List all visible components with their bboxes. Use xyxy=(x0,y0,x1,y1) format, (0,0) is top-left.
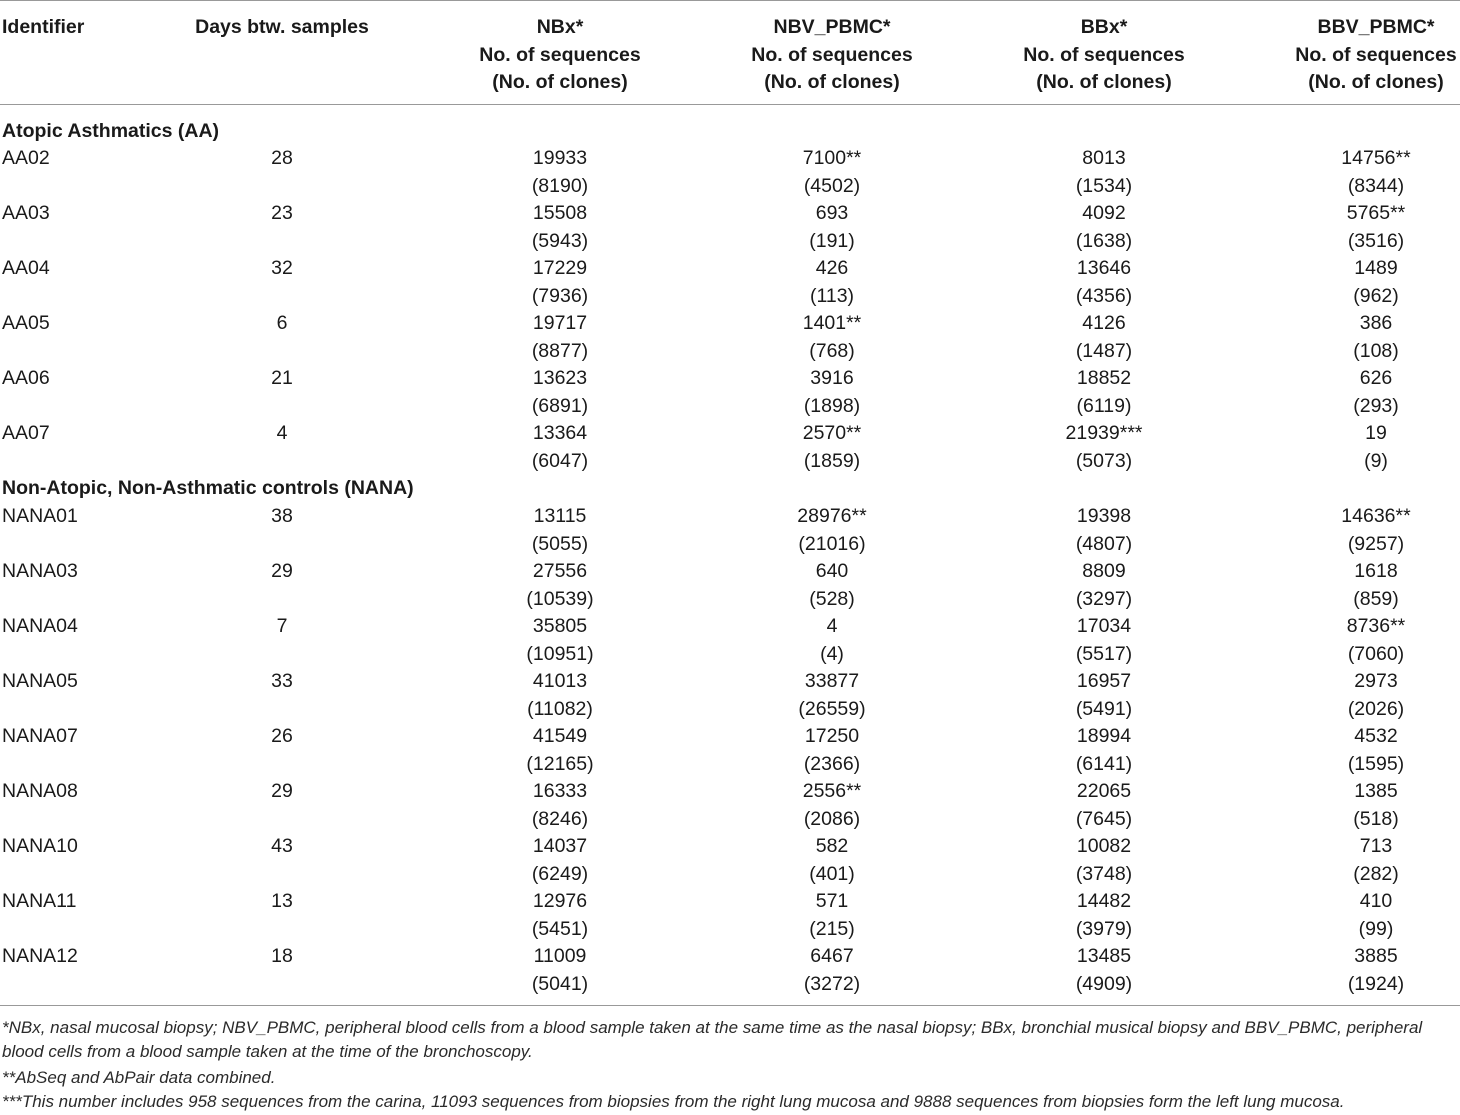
cell-clones: (1487) xyxy=(1075,339,1133,362)
cell-sequences: 1401** xyxy=(802,312,862,334)
cell-clones: (7936) xyxy=(531,284,589,307)
cell-sequences: 8809 xyxy=(1082,560,1126,582)
header-col-name: BBx* xyxy=(1080,16,1128,38)
cell-nbx xyxy=(460,668,660,723)
cell-clones: (7645) xyxy=(1075,807,1133,830)
cell-sequences: 19717 xyxy=(532,312,588,334)
cell-sequences: 19 xyxy=(1365,422,1387,444)
table-row xyxy=(0,558,1460,613)
cell-clones: (21016) xyxy=(798,532,866,555)
cell-clones: (1924) xyxy=(1347,972,1405,995)
cell-sequences: 3916 xyxy=(810,367,854,389)
cell-bbx xyxy=(1004,833,1204,888)
cell-sequences: 14037 xyxy=(532,835,588,857)
table-row xyxy=(0,943,1460,998)
cell-sequences: 1618 xyxy=(1354,560,1398,582)
header-col-sub1: No. of sequences xyxy=(1023,43,1185,66)
cell-clones: (6047) xyxy=(531,449,589,472)
table-row xyxy=(0,888,1460,943)
cell-bbx xyxy=(1004,888,1204,943)
cell-clones: (4) xyxy=(820,642,844,665)
header-col-name: NBx* xyxy=(536,16,584,38)
cell-clones: (1534) xyxy=(1075,174,1133,197)
cell-clones: (2026) xyxy=(1347,697,1405,720)
cell-sequences: 17229 xyxy=(532,257,588,279)
cell-clones: (6141) xyxy=(1075,752,1133,775)
cell-clones: (12165) xyxy=(526,752,594,775)
cell-sequences: 410 xyxy=(1359,890,1393,912)
cell-clones: (108) xyxy=(1353,339,1399,362)
cell-clones: (3979) xyxy=(1075,917,1133,940)
cell-sequences: 582 xyxy=(815,835,849,857)
row-identifier: AA06 xyxy=(2,367,50,389)
cell-bbv-pbmc xyxy=(1276,668,1460,723)
cell-clones: (6891) xyxy=(531,394,589,417)
cell-sequences: 13623 xyxy=(532,367,588,389)
cell-nbx xyxy=(460,888,660,943)
cell-bbx xyxy=(1004,420,1204,475)
cell-clones: (7060) xyxy=(1347,642,1405,665)
cell-nbv-pbmc xyxy=(732,888,932,943)
cell-nbv-pbmc xyxy=(732,943,932,998)
cell-sequences: 4 xyxy=(826,615,838,637)
cell-sequences: 41013 xyxy=(532,670,588,692)
cell-nbv-pbmc xyxy=(732,613,932,668)
cell-nbx xyxy=(460,723,660,778)
header-col-sub1: No. of sequences xyxy=(479,43,641,66)
cell-bbv-pbmc xyxy=(1276,255,1460,310)
cell-clones: (3748) xyxy=(1075,862,1133,885)
cell-clones: (8190) xyxy=(531,174,589,197)
row-identifier: AA05 xyxy=(2,312,50,334)
cell-sequences: 21939*** xyxy=(1065,422,1143,444)
row-identifier: AA03 xyxy=(2,202,50,224)
header-col-sub2: (No. of clones) xyxy=(492,71,628,93)
cell-sequences: 18994 xyxy=(1076,725,1132,747)
cell-nbx xyxy=(460,310,660,365)
header-col-nbv-pbmc xyxy=(732,14,932,97)
cell-clones: (215) xyxy=(809,917,855,940)
cell-clones: (8877) xyxy=(531,339,589,362)
footnote-sequence-origin: ***This number includes 958 sequences from the carina, 11093 sequences from biopsies from the right lung mucosa and 9888 sequences from biopsies form the left lung mucosa. xyxy=(2,1092,1345,1111)
cell-bbx xyxy=(1004,200,1204,255)
cell-sequences: 4092 xyxy=(1082,202,1126,224)
cell-sequences: 571 xyxy=(815,890,849,912)
cell-nbv-pbmc xyxy=(732,200,932,255)
cell-bbx xyxy=(1004,255,1204,310)
header-col-sub2: (No. of clones) xyxy=(1036,71,1172,93)
cell-nbv-pbmc xyxy=(732,723,932,778)
cell-bbv-pbmc xyxy=(1276,888,1460,943)
table-row xyxy=(0,145,1460,200)
row-identifier: NANA05 xyxy=(2,670,78,692)
cell-clones: (1859) xyxy=(803,449,861,472)
cell-nbx xyxy=(460,200,660,255)
row-days: 29 xyxy=(271,560,293,582)
cell-sequences: 2570** xyxy=(802,422,862,444)
cell-sequences: 11009 xyxy=(533,945,587,967)
row-days: 29 xyxy=(271,780,293,802)
cell-sequences: 6467 xyxy=(810,945,854,967)
cell-clones: (2086) xyxy=(803,807,861,830)
cell-nbx xyxy=(460,145,660,200)
row-days: 33 xyxy=(271,670,293,692)
cell-bbx xyxy=(1004,723,1204,778)
row-identifier: NANA03 xyxy=(2,560,78,582)
cell-clones: (282) xyxy=(1353,862,1399,885)
cell-nbv-pbmc xyxy=(732,778,932,833)
cell-nbv-pbmc xyxy=(732,668,932,723)
cell-clones: (5041) xyxy=(531,972,589,995)
footnote-abbreviations: *NBx, nasal mucosal biopsy; NBV_PBMC, peripheral blood cells from a blood sample taken at the same time as the nasal biopsy; BBx, bronchial musical biopsy and BBV_PBMC, peripheral blood cells from a blood sample taken at the time of the bronchoscopy. xyxy=(2,1018,1423,1061)
cell-bbv-pbmc xyxy=(1276,613,1460,668)
cell-bbv-pbmc xyxy=(1276,310,1460,365)
cell-sequences: 18852 xyxy=(1076,367,1132,389)
cell-bbv-pbmc xyxy=(1276,723,1460,778)
cell-clones: (4807) xyxy=(1075,532,1133,555)
header-rule xyxy=(0,104,1460,105)
header-col-sub1: No. of sequences xyxy=(1295,43,1457,66)
cell-clones: (8246) xyxy=(531,807,589,830)
cell-sequences: 12976 xyxy=(532,890,588,912)
cell-sequences: 41549 xyxy=(532,725,588,747)
cell-sequences: 16333 xyxy=(532,780,588,802)
cell-clones: (5943) xyxy=(531,229,589,252)
cell-sequences: 2973 xyxy=(1354,670,1398,692)
cell-sequences: 13646 xyxy=(1076,257,1132,279)
row-days: 7 xyxy=(276,615,288,637)
header-col-sub1: No. of sequences xyxy=(751,43,913,66)
cell-sequences: 10082 xyxy=(1076,835,1132,857)
cell-clones: (9) xyxy=(1364,449,1388,472)
cell-sequences: 386 xyxy=(1359,312,1393,334)
header-col-name: BBV_PBMC* xyxy=(1317,16,1435,38)
cell-sequences: 19933 xyxy=(532,147,588,169)
cell-clones: (859) xyxy=(1353,587,1399,610)
cell-nbx xyxy=(460,255,660,310)
cell-bbv-pbmc xyxy=(1276,558,1460,613)
row-days: 21 xyxy=(271,367,293,389)
cell-clones: (768) xyxy=(809,339,855,362)
row-days: 13 xyxy=(271,890,293,912)
header-days: Days btw. samples xyxy=(195,16,369,38)
cell-sequences: 626 xyxy=(1359,367,1393,389)
cell-clones: (962) xyxy=(1353,284,1399,307)
cell-sequences: 19398 xyxy=(1076,505,1132,527)
cell-sequences: 13115 xyxy=(533,505,587,527)
table-row xyxy=(0,503,1460,558)
cell-clones: (5491) xyxy=(1075,697,1133,720)
cell-clones: (11082) xyxy=(527,697,593,720)
cell-sequences: 1489 xyxy=(1354,257,1398,279)
header-identifier: Identifier xyxy=(2,16,85,38)
cell-nbx xyxy=(460,503,660,558)
cell-clones: (6119) xyxy=(1076,394,1132,417)
cell-clones: (2366) xyxy=(803,752,861,775)
table-row xyxy=(0,613,1460,668)
cell-bbv-pbmc xyxy=(1276,833,1460,888)
cell-bbv-pbmc xyxy=(1276,778,1460,833)
cell-clones: (1638) xyxy=(1075,229,1133,252)
cell-sequences: 33877 xyxy=(804,670,860,692)
table-row xyxy=(0,723,1460,778)
cell-nbx xyxy=(460,365,660,420)
cell-sequences: 4126 xyxy=(1082,312,1126,334)
cell-sequences: 7100** xyxy=(802,147,862,169)
table-row xyxy=(0,833,1460,888)
cell-clones: (518) xyxy=(1353,807,1399,830)
cell-nbv-pbmc xyxy=(732,310,932,365)
cell-sequences: 13364 xyxy=(532,422,588,444)
row-days: 32 xyxy=(271,257,293,279)
cell-sequences: 640 xyxy=(815,560,849,582)
cell-clones: (3516) xyxy=(1347,229,1405,252)
cell-nbv-pbmc xyxy=(732,503,932,558)
cell-sequences: 17250 xyxy=(804,725,860,747)
cell-bbx xyxy=(1004,558,1204,613)
row-identifier: NANA10 xyxy=(2,835,78,857)
row-identifier: NANA08 xyxy=(2,780,78,802)
cell-sequences: 14636** xyxy=(1341,505,1411,527)
cell-bbx xyxy=(1004,943,1204,998)
cell-sequences: 3885 xyxy=(1354,945,1398,967)
row-days: 4 xyxy=(276,422,288,444)
cell-clones: (401) xyxy=(809,862,855,885)
cell-clones: (10539) xyxy=(526,587,594,610)
cell-bbv-pbmc xyxy=(1276,145,1460,200)
cell-nbv-pbmc xyxy=(732,255,932,310)
table-row xyxy=(0,200,1460,255)
cell-bbv-pbmc xyxy=(1276,943,1460,998)
row-days: 18 xyxy=(271,945,293,967)
cell-sequences: 1385 xyxy=(1354,780,1398,802)
cell-bbv-pbmc xyxy=(1276,420,1460,475)
cell-clones: (4909) xyxy=(1075,972,1133,995)
cell-nbx xyxy=(460,613,660,668)
cell-clones: (4502) xyxy=(803,174,861,197)
cell-clones: (9257) xyxy=(1347,532,1405,555)
cell-clones: (6249) xyxy=(531,862,589,885)
cell-sequences: 8013 xyxy=(1082,147,1126,169)
cell-sequences: 14482 xyxy=(1076,890,1132,912)
cell-nbv-pbmc xyxy=(732,833,932,888)
cell-nbv-pbmc xyxy=(732,365,932,420)
cell-sequences: 22065 xyxy=(1076,780,1132,802)
cell-sequences: 14756** xyxy=(1341,147,1411,169)
table-row xyxy=(0,255,1460,310)
cell-bbv-pbmc xyxy=(1276,365,1460,420)
header-col-bbv-pbmc xyxy=(1276,14,1460,97)
row-identifier: AA04 xyxy=(2,257,50,279)
row-days: 23 xyxy=(271,202,293,224)
row-days: 28 xyxy=(271,147,293,169)
cell-clones: (113) xyxy=(809,284,855,307)
cell-clones: (1595) xyxy=(1347,752,1405,775)
table-row xyxy=(0,778,1460,833)
cell-nbv-pbmc xyxy=(732,145,932,200)
cell-sequences: 8736** xyxy=(1346,615,1406,637)
cell-clones: (10951) xyxy=(526,642,594,665)
cell-bbx xyxy=(1004,778,1204,833)
cell-bbx xyxy=(1004,668,1204,723)
bottom-rule xyxy=(0,1005,1460,1006)
row-days: 38 xyxy=(271,505,293,527)
cell-clones: (5055) xyxy=(531,532,589,555)
row-identifier: NANA04 xyxy=(2,615,78,637)
top-rule xyxy=(0,0,1460,1)
cell-nbx xyxy=(460,558,660,613)
cell-nbx xyxy=(460,943,660,998)
cell-sequences: 2556** xyxy=(802,780,862,802)
cell-bbv-pbmc xyxy=(1276,200,1460,255)
cell-nbv-pbmc xyxy=(732,558,932,613)
cell-sequences: 426 xyxy=(815,257,849,279)
table-row xyxy=(0,365,1460,420)
cell-clones: (5073) xyxy=(1075,449,1133,472)
cell-sequences: 15508 xyxy=(532,202,588,224)
cell-clones: (3297) xyxy=(1075,587,1133,610)
cell-nbx xyxy=(460,420,660,475)
cell-sequences: 13485 xyxy=(1076,945,1132,967)
cell-sequences: 17034 xyxy=(1076,615,1132,637)
cell-bbx xyxy=(1004,145,1204,200)
header-col-nbx xyxy=(460,14,660,97)
cell-bbx xyxy=(1004,365,1204,420)
cell-sequences: 16957 xyxy=(1076,670,1132,692)
row-days: 6 xyxy=(276,312,288,334)
row-identifier: AA02 xyxy=(2,147,50,169)
cell-sequences: 713 xyxy=(1359,835,1393,857)
row-days: 26 xyxy=(271,725,293,747)
cell-bbx xyxy=(1004,613,1204,668)
row-identifier: NANA11 xyxy=(2,890,77,912)
cell-clones: (5451) xyxy=(531,917,589,940)
cell-clones: (3272) xyxy=(803,972,861,995)
cell-clones: (1898) xyxy=(803,394,861,417)
cell-nbv-pbmc xyxy=(732,420,932,475)
header-col-bbx xyxy=(1004,14,1204,97)
cell-nbx xyxy=(460,833,660,888)
section-title-aa: Atopic Asthmatics (AA) xyxy=(2,120,220,142)
header-col-sub2: (No. of clones) xyxy=(764,71,900,93)
cell-clones: (191) xyxy=(809,229,855,252)
header-col-sub2: (No. of clones) xyxy=(1308,71,1444,93)
section-title-nana: Non-Atopic, Non-Asthmatic controls (NANA) xyxy=(2,477,414,499)
row-identifier: NANA12 xyxy=(2,945,78,967)
cell-sequences: 35805 xyxy=(532,615,588,637)
header-col-name: NBV_PBMC* xyxy=(773,16,891,38)
cell-clones: (528) xyxy=(809,587,855,610)
table-row xyxy=(0,310,1460,365)
cell-nbx xyxy=(460,778,660,833)
footnote-abseq: **AbSeq and AbPair data combined. xyxy=(2,1068,276,1087)
cell-clones: (26559) xyxy=(798,697,866,720)
cell-clones: (5517) xyxy=(1075,642,1133,665)
cell-sequences: 5765** xyxy=(1346,202,1406,224)
table-row xyxy=(0,420,1460,475)
cell-sequences: 28976** xyxy=(797,505,867,527)
cell-clones: (8344) xyxy=(1347,174,1405,197)
cell-bbx xyxy=(1004,503,1204,558)
cell-clones: (99) xyxy=(1358,917,1394,940)
row-identifier: NANA07 xyxy=(2,725,78,747)
cell-bbv-pbmc xyxy=(1276,503,1460,558)
cell-bbx xyxy=(1004,310,1204,365)
cell-sequences: 27556 xyxy=(532,560,588,582)
cell-clones: (4356) xyxy=(1075,284,1133,307)
row-days: 43 xyxy=(271,835,293,857)
table-row xyxy=(0,668,1460,723)
cell-sequences: 4532 xyxy=(1354,725,1398,747)
cell-sequences: 693 xyxy=(815,202,849,224)
row-identifier: NANA01 xyxy=(2,505,78,527)
cell-clones: (293) xyxy=(1353,394,1399,417)
row-identifier: AA07 xyxy=(2,422,50,444)
